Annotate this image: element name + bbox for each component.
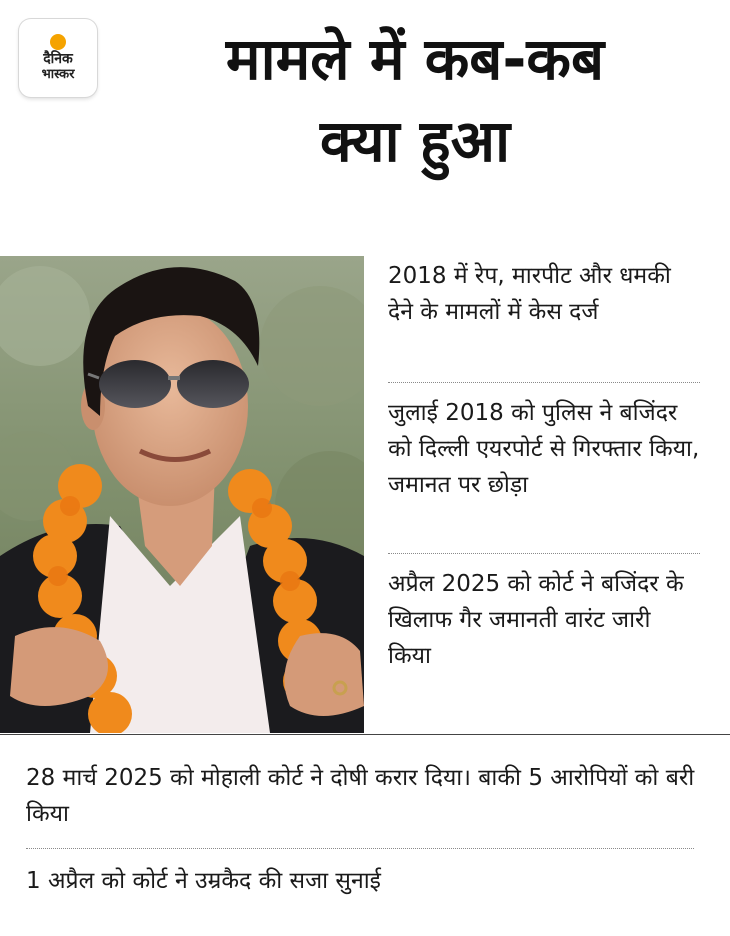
event-item-1: 2018 में रेप, मारपीट और धमकी देने के मामलों में केस दर्ज xyxy=(388,263,671,325)
events-list xyxy=(388,258,700,674)
page-title xyxy=(100,18,730,182)
bottom-event-item-1: 28 मार्च 2025 को मोहाली कोर्ट ने दोषी करार दिया। बाकी 5 आरोपियों को बरी किया xyxy=(26,765,695,827)
section-divider xyxy=(0,734,730,735)
bottom-event-item-2: 1 अप्रैल को कोर्ट ने उम्रकैद की सजा सुनाई xyxy=(26,868,381,894)
logo-line-1: दैनिक xyxy=(43,51,73,67)
event-item-3: अप्रैल 2025 को कोर्ट ने बजिंदर के खिलाफ गैर जमानती वारंट जारी किया xyxy=(388,571,684,669)
title-line-1: मामले में कब-कब xyxy=(225,25,605,93)
sun-icon xyxy=(50,34,66,50)
dainik-bhaskar-logo xyxy=(19,19,97,97)
logo-line-2: भास्कर xyxy=(41,67,75,82)
title-line-2: क्या हुआ xyxy=(320,107,510,175)
bottom-events-list xyxy=(26,760,706,899)
person-photo xyxy=(0,256,364,733)
event-item-2: जुलाई 2018 को पुलिस ने बजिंदर को दिल्ली एयरपोर्ट से गिरफ्तार किया, जमानत पर छोड़ा xyxy=(388,400,700,498)
